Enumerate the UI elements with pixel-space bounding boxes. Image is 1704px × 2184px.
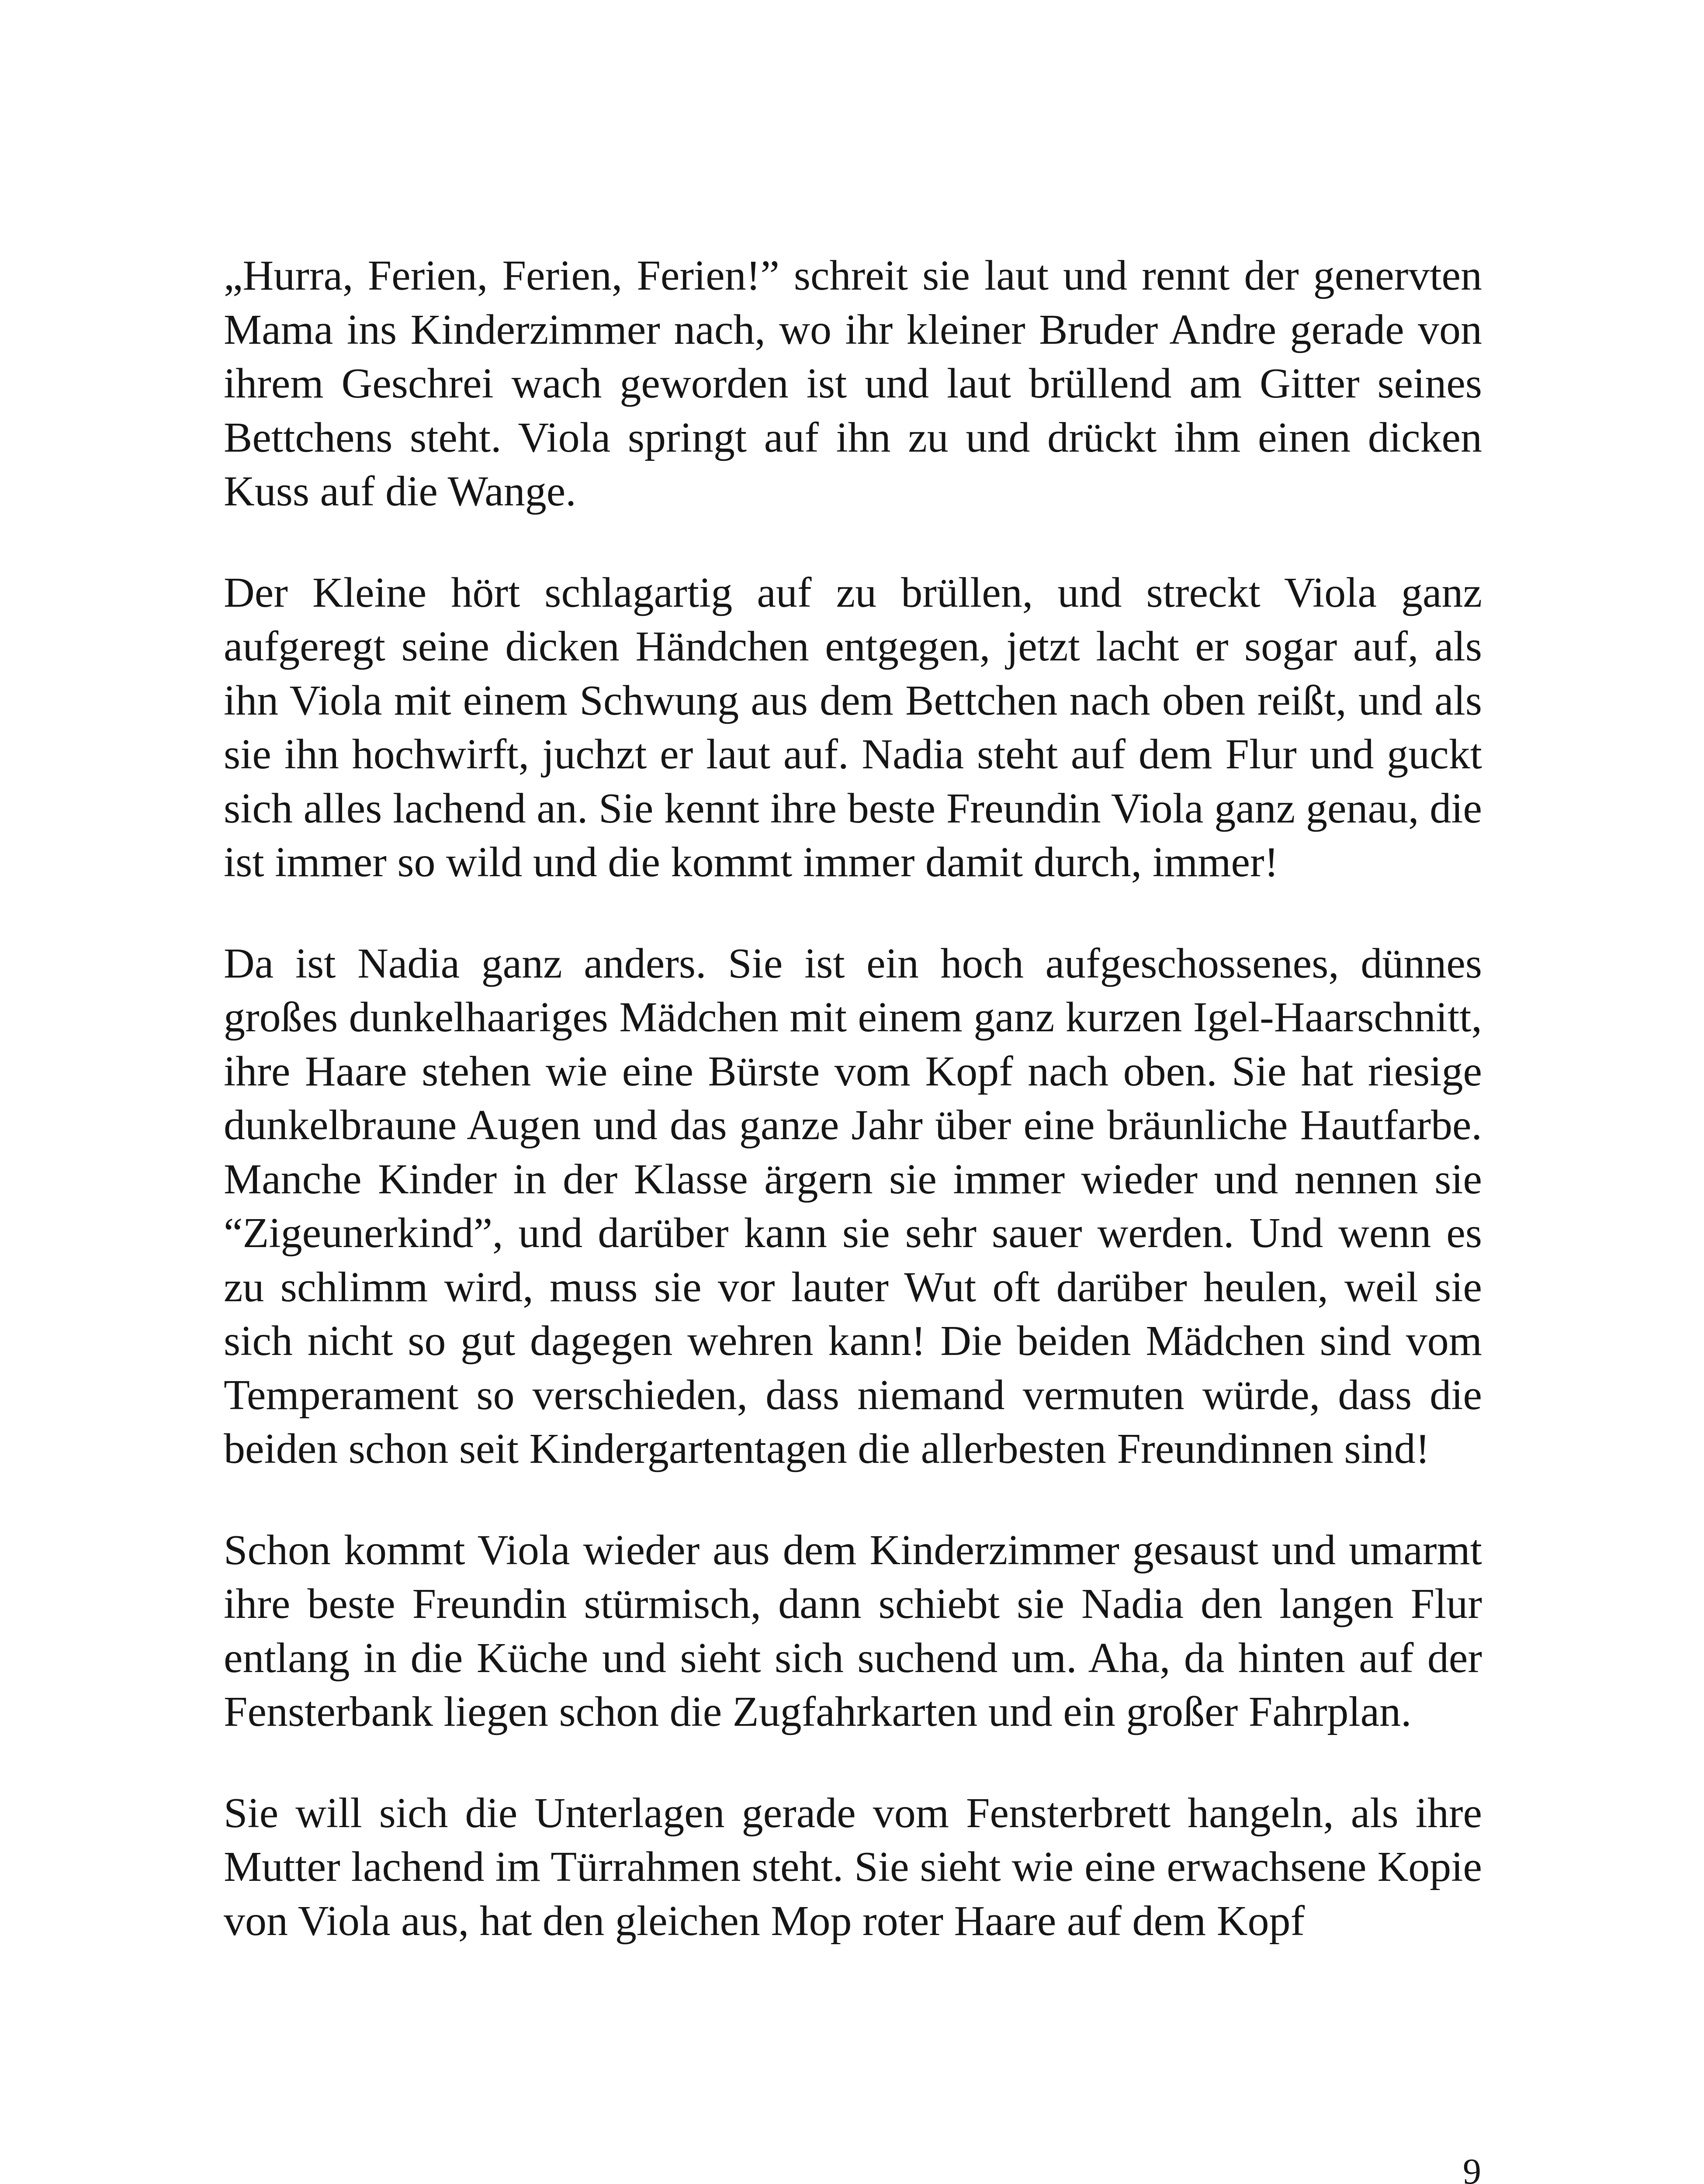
paragraph: Da ist Nadia ganz anders. Sie ist ein hoch aufgeschossenes, dünnes großes dunkelhaariges Mädchen mit einem ganz kurzen Igel-Haarschnitt, ihre Haare stehen wie eine Bürste vom Kopf nach oben. Sie hat riesige dunkelbraune Augen und das ganze Jahr über eine bräunliche Hautfarbe. Manche Kinder in der Klasse ärgern sie immer wieder und nennen sie “Zigeunerkind”, und darüber kann sie sehr sauer werden. Und wenn es zu schlimm wird, muss sie vor lauter Wut oft darüber heulen, weil sie sich nicht so gut dagegen wehren kann! Die beiden Mädchen sind vom Temperament so verschieden, dass niemand vermuten würde, dass die beiden schon seit Kindergartentagen die allerbesten Freundinnen sind! bbox=[224, 940, 1482, 1472]
paragraph: Der Kleine hört schlagartig auf zu brüllen, und streckt Viola ganz aufgeregt seine dicken Händchen entgegen, jetzt lacht er sogar auf, als ihn Viola mit einem Schwung aus dem Bettchen nach oben reißt, und als sie ihn hochwirft, juchzt er laut auf. Nadia steht auf dem Flur und guckt sich alles lachend an. Sie kennt ihre beste Freundin Viola ganz genau, die ist immer so wild und die kommt immer damit durch, immer! bbox=[224, 569, 1482, 886]
body-text bbox=[224, 249, 1482, 1948]
paragraph: Schon kommt Viola wieder aus dem Kinderzimmer gesaust und umarmt ihre beste Freundin stürmisch, dann schiebt sie Nadia den langen Flur entlang in die Küche und sieht sich suchend um. Aha, da hinten auf der Fensterbank liegen schon die Zugfahrkarten und ein großer Fahrplan. bbox=[224, 1526, 1482, 1735]
page-number: 9 bbox=[1463, 2151, 1481, 2184]
paragraph: Sie will sich die Unterlagen gerade vom Fensterbrett hangeln, als ihre Mutter lachend im Türrahmen steht. Sie sieht wie eine erwachsene Kopie von Viola aus, hat den gleichen Mop roter Haare auf dem Kopf bbox=[224, 1789, 1482, 1945]
paragraph: „Hurra, Ferien, Ferien, Ferien!” schreit sie laut und rennt der genervten Mama ins Kinderzimmer nach, wo ihr kleiner Bruder Andre gerade von ihrem Geschrei wach geworden ist und laut brüllend am Gitter seines Bettchens steht. Viola springt auf ihn zu und drückt ihm einen dicken Kuss auf die Wange. bbox=[224, 252, 1482, 515]
